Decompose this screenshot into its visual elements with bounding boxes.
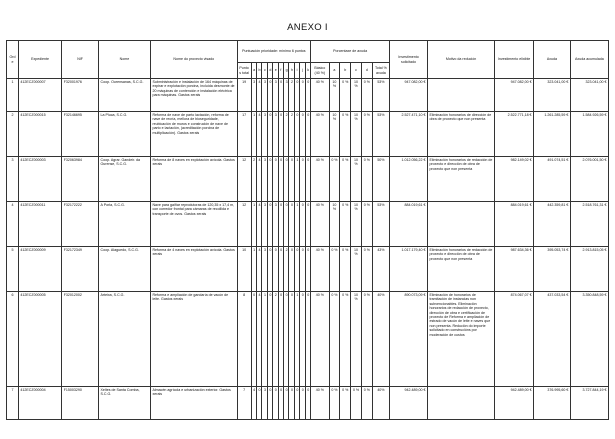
cell-sub: 3 <box>262 202 267 247</box>
cell-nif: F32146695 <box>62 112 99 157</box>
cell-pa: 10 % <box>329 112 340 157</box>
cell-proxecto: Reforma de 8 naves en explotación avícola. Gastos xerais <box>150 157 237 202</box>
cell-sub: 0 <box>305 387 310 420</box>
cell-nif: F32012002 <box>62 292 99 387</box>
cell-motivo: Eliminación de honorarios de tramitación de instancias non subvencionables. Eliminación honorarios de redacción de proxecto, dirección de obra e certificación de proxecto de Reforma e ampliación de estrado de vacún de leite e naves que non presenta. Redución do importe solicitado en construcións por moderación de custos <box>427 292 494 387</box>
header-sub: a <box>251 63 256 79</box>
cell-total: 53% <box>372 112 389 157</box>
cell-motivo <box>427 79 494 112</box>
cell-orden: 4 <box>7 202 19 247</box>
cell-elixible: 942.489,00 € <box>495 387 534 420</box>
table-row <box>7 112 609 157</box>
cell-axuda: 1.261.285,59 € <box>534 112 571 157</box>
cell-sub: 0 <box>289 247 294 292</box>
header-investimento: Investimento solicitado <box>390 41 428 79</box>
header-total-pct: Total % axuda <box>372 63 389 79</box>
cell-pa: 10 % <box>351 247 362 292</box>
cell-sub: 2 <box>284 112 289 157</box>
header-sub: c <box>262 63 267 79</box>
cell-basico: 40 % <box>311 387 329 420</box>
cell-sub: 0 <box>278 157 283 202</box>
cell-pa: 10 % <box>351 202 362 247</box>
cell-axuda: 376.995,60 € <box>534 387 571 420</box>
cell-nome: Coop. Ourensanas, S.C.G. <box>99 79 151 112</box>
table-row <box>7 202 609 247</box>
cell-pa: 0 % <box>361 247 372 292</box>
header-proxecto: Nome do proxecto visado <box>150 41 237 79</box>
cell-sub: 0 <box>251 292 256 387</box>
cell-orden: 1 <box>7 79 19 112</box>
cell-sub: 0 <box>305 157 310 202</box>
cell-puntos: 7 <box>237 387 251 420</box>
header-sub: d <box>267 63 272 79</box>
cell-sub: 0 <box>300 247 305 292</box>
header-basico: Básico (40 %) <box>311 63 329 79</box>
cell-pa: 0 % <box>361 79 372 112</box>
cell-investimento: 2.527.471,10 € <box>390 112 428 157</box>
cell-pa: 0 % <box>361 387 372 420</box>
table-row <box>7 292 609 387</box>
header-sub: i <box>294 63 299 79</box>
cell-sub: 0 <box>289 202 294 247</box>
cell-pa: 10 % <box>329 202 340 247</box>
cell-proxecto: Almacén agrícola e urbanización exterior. Gastos xerais <box>150 387 237 420</box>
cell-pa: 0 % <box>361 112 372 157</box>
cell-investimento: 947.082,00 € <box>390 79 428 112</box>
cell-elixible: 2.522.771,18 € <box>495 112 534 157</box>
header-puntos-total: Puntos total <box>237 63 251 79</box>
cell-sub: 0 <box>267 79 272 112</box>
cell-sub: 1 <box>294 202 299 247</box>
cell-sub: 4 <box>257 79 262 112</box>
cell-expediente: 412ECZ000015 <box>18 112 61 157</box>
cell-motivo <box>427 387 494 420</box>
cell-axuda: 491.074,51 € <box>534 157 571 202</box>
cell-sub: 2 <box>289 112 294 157</box>
cell-pa: 0 % <box>340 79 351 112</box>
cell-basico: 40 % <box>311 247 329 292</box>
cell-pa: 0 % <box>340 387 351 420</box>
cell-axuda: 323.041,00 € <box>534 79 571 112</box>
cell-sub: 4 <box>257 202 262 247</box>
cell-acumulada: 3.727.844,19 € <box>570 387 608 420</box>
cell-puntos: 19 <box>237 79 251 112</box>
cell-basico: 40 % <box>311 79 329 112</box>
header-pa: b <box>340 63 351 79</box>
cell-axuda: 442.359,81 € <box>534 202 571 247</box>
cell-investimento: 1.017.179,40 € <box>390 247 428 292</box>
cell-nif: F15003290 <box>62 387 99 420</box>
cell-nif: F32172349 <box>62 247 99 292</box>
cell-basico: 40 % <box>311 202 329 247</box>
header-pa: d <box>361 63 372 79</box>
cell-pa: 10 % <box>351 292 362 387</box>
cell-sub: 1 <box>251 202 256 247</box>
cell-basico: 40 % <box>311 112 329 157</box>
cell-proxecto: Subministración e instalación de 164 máquinas de expirar e explotación porcina, incluída desmonte de 20 máquinas de contención e instalación eléctrica para máquinas. Gastos xerais <box>150 79 237 112</box>
table-row <box>7 247 609 292</box>
cell-sub: 3 <box>262 387 267 420</box>
page-title: ANEXO I <box>287 22 328 33</box>
cell-sub: 0 <box>305 79 310 112</box>
cell-elixible: 884.019,61 € <box>495 202 534 247</box>
cell-pa: 0 % <box>361 157 372 202</box>
cell-sub: 0 <box>300 292 305 387</box>
header-orden: Orde <box>7 41 19 79</box>
cell-pa: 10 % <box>351 79 362 112</box>
cell-pa: 0 % <box>329 157 340 202</box>
cell-pa: 0 % <box>329 387 340 420</box>
cell-sub: 4 <box>251 387 256 420</box>
cell-sub: 4 <box>257 247 262 292</box>
cell-sub: 0 <box>305 202 310 247</box>
cell-sub: 1 <box>251 112 256 157</box>
cell-pa: 0 % <box>340 292 351 387</box>
cell-sub: 4 <box>257 112 262 157</box>
cell-nif: F32172222 <box>62 202 99 247</box>
cell-nome: Coop. Alaguedo, S.C.G. <box>99 247 151 292</box>
cell-sub: 3 <box>262 112 267 157</box>
cell-sub: 0 <box>300 387 305 420</box>
cell-sub: 0 <box>300 157 305 202</box>
cell-pa: 0 % <box>340 112 351 157</box>
cell-sub: 0 <box>273 157 278 202</box>
cell-sub: 0 <box>300 112 305 157</box>
cell-sub: 2 <box>289 79 294 112</box>
cell-acumulada: 2.518.761,31 € <box>570 202 608 247</box>
cell-proxecto: Reforma de 4 naves en explotación avícola. Gastos xerais <box>150 247 237 292</box>
cell-proxecto: Reforma e ampliación de gandaría de vacún de leite. Gastos xerais <box>150 292 237 387</box>
header-expediente: Expediente <box>18 41 61 79</box>
cell-elixible: 987.634,36 € <box>495 247 534 292</box>
cell-sub: 0 <box>257 387 262 420</box>
cell-investimento: 890.073,09 € <box>390 292 428 387</box>
cell-sub: 0 <box>278 292 283 387</box>
cell-orden: 5 <box>7 247 19 292</box>
cell-sub: 0 <box>294 112 299 157</box>
cell-basico: 40 % <box>311 157 329 202</box>
cell-sub: 0 <box>300 79 305 112</box>
cell-total: 40% <box>372 387 389 420</box>
cell-sub: 0 <box>284 292 289 387</box>
cell-sub: 0 <box>289 387 294 420</box>
cell-sub: 0 <box>267 202 272 247</box>
cell-sub: 3 <box>251 79 256 112</box>
cell-total: 43% <box>372 247 389 292</box>
cell-nif: F32001976 <box>62 79 99 112</box>
header-axuda: Axuda <box>534 41 571 79</box>
cell-axuda: 437.033,54 € <box>534 292 571 387</box>
cell-sub: 0 <box>267 292 272 387</box>
cell-total: 50% <box>372 157 389 202</box>
cell-elixible: 947.082,00 € <box>495 79 534 112</box>
table-row <box>7 157 609 202</box>
cell-motivo: Eliminación honorarios de redacción de proxecto e dirección de obra de proxecto que non presenta <box>427 157 494 202</box>
header-axuda-acumulada: Axuda acumulada <box>570 41 608 79</box>
cell-pa: 0 % <box>329 292 340 387</box>
cell-sub: 0 <box>267 112 272 157</box>
cell-proxecto: Nave para gaiñar reprodutoras de 120,35 x 17,4 m, con corredor frontal para cámaras de recollida e transporte de ovos. Gastos xerais <box>150 202 237 247</box>
cell-sub: 0 <box>300 202 305 247</box>
cell-pa: 0 % <box>361 202 372 247</box>
cell-motivo: Eliminación honorarios de dirección de obra de proxecto que non presenta <box>427 112 494 157</box>
header-nif: NIF <box>62 41 99 79</box>
cell-sub: 3 <box>273 202 278 247</box>
cell-pa: 10 % <box>351 157 362 202</box>
cell-puntos: 17 <box>237 112 251 157</box>
cell-nome: A Porla, S.C.G. <box>99 202 151 247</box>
cell-nif: F32063984 <box>62 157 99 202</box>
cell-sub: 2 <box>273 292 278 387</box>
cell-total: 53% <box>372 79 389 112</box>
cell-pa: 10 % <box>351 112 362 157</box>
header-inv-elixible: Investimento elixible <box>495 41 534 79</box>
header-puntuacion: Puntuación prioridade: mínimo 6 puntos <box>237 41 311 63</box>
table-row <box>7 79 609 112</box>
cell-sub: 0 <box>278 387 283 420</box>
cell-acumulada: 2.076.001,50 € <box>570 157 608 202</box>
cell-sub: 0 <box>294 387 299 420</box>
cell-sub: 4 <box>257 157 262 202</box>
cell-sub: 0 <box>273 387 278 420</box>
cell-expediente: 412ECZ000003 <box>18 157 61 202</box>
cell-total: 53% <box>372 202 389 247</box>
cell-orden: 3 <box>7 157 19 202</box>
cell-investimento: 942.489,00 € <box>390 387 428 420</box>
header-porcentaxe: Porcentaxe de axuda <box>311 41 390 63</box>
cell-sub: 1 <box>294 292 299 387</box>
cell-pa: 0 % <box>329 247 340 292</box>
cell-sub: 4 <box>257 292 262 387</box>
cell-investimento: 1.012.056,22 € <box>390 157 428 202</box>
cell-sub: 3 <box>262 247 267 292</box>
cell-nome: Coop. Agrar. Gandeir. da Ourense, S.C.G. <box>99 157 151 202</box>
cell-sub: 1 <box>294 157 299 202</box>
header-sub: b <box>257 63 262 79</box>
cell-nome: Xeltes de Santa Comba, S.C.G. <box>99 387 151 420</box>
cell-sub: 3 <box>262 157 267 202</box>
cell-sub: 0 <box>278 202 283 247</box>
cell-expediente: 412ECZ000007 <box>18 79 61 112</box>
cell-sub: 0 <box>294 79 299 112</box>
cell-nome: La Pluca, S.C.G. <box>99 112 151 157</box>
table-row <box>7 387 609 420</box>
header-sub: k <box>305 63 310 79</box>
cell-acumulada: 1.584.926,59 € <box>570 112 608 157</box>
cell-expediente: 412ECZ000004 <box>18 387 61 420</box>
cell-motivo: Eliminación honorarios de redacción de proxecto e dirección de obra de proxecto que non presenta <box>427 247 494 292</box>
cell-sub: 0 <box>289 157 294 202</box>
cell-sub: 1 <box>262 292 267 387</box>
cell-puntos: 8 <box>237 292 251 387</box>
cell-sub: 0 <box>284 387 289 420</box>
cell-puntos: 10 <box>237 247 251 292</box>
cell-sub: 0 <box>278 247 283 292</box>
cell-pa: 0 % <box>361 292 372 387</box>
cell-expediente: 412ECZ000005 <box>18 292 61 387</box>
cell-orden: 7 <box>7 387 19 420</box>
cell-sub: 2 <box>251 157 256 202</box>
cell-elixible: 874.067,07 € <box>495 292 534 387</box>
annex-table <box>6 40 609 420</box>
cell-sub: 3 <box>273 79 278 112</box>
cell-sub: 2 <box>284 247 289 292</box>
cell-basico: 40 % <box>311 292 329 387</box>
cell-sub: 0 <box>289 292 294 387</box>
cell-proxecto: Reforma de nave de parto lactación, reforma de nave de recría, mellora de bioseguridade, reubicación de muros e construción de nave de parto e lactación, (acreditación porcina de multiplicación). Gastos xerais <box>150 112 237 157</box>
header-nome: Nome <box>99 41 151 79</box>
cell-sub: 0 <box>284 157 289 202</box>
cell-puntos: 12 <box>237 202 251 247</box>
cell-puntos: 12 <box>237 157 251 202</box>
cell-sub: 3 <box>273 112 278 157</box>
cell-expediente: 412ECZ000009 <box>18 247 61 292</box>
cell-acumulada: 3.350.848,59 € <box>570 292 608 387</box>
cell-acumulada: 2.913.815,05 € <box>570 247 608 292</box>
cell-pa: 0 % <box>340 202 351 247</box>
cell-sub: 3 <box>262 79 267 112</box>
cell-expediente: 412ECZ000011 <box>18 202 61 247</box>
cell-investimento: 884.019,61 € <box>390 202 428 247</box>
header-sub: h <box>289 63 294 79</box>
cell-pa: 0 % <box>340 157 351 202</box>
cell-sub: 0 <box>305 112 310 157</box>
header-sub: g <box>284 63 289 79</box>
cell-sub: 0 <box>267 157 272 202</box>
cell-orden: 2 <box>7 112 19 157</box>
header-sub: f <box>278 63 283 79</box>
cell-sub: 0 <box>278 79 283 112</box>
cell-elixible: 982.149,02 € <box>495 157 534 202</box>
cell-pa: 0 % <box>351 387 362 420</box>
cell-sub: 0 <box>273 247 278 292</box>
header-motivo: Motivo da redución <box>427 41 494 79</box>
cell-sub: 0 <box>278 112 283 157</box>
cell-sub: 0 <box>294 247 299 292</box>
cell-nome: Arteixa, S.C.G. <box>99 292 151 387</box>
cell-sub: 0 <box>267 387 272 420</box>
header-pa: c <box>351 63 362 79</box>
header-sub: j <box>300 63 305 79</box>
cell-total: 40% <box>372 292 389 387</box>
cell-orden: 6 <box>7 292 19 387</box>
cell-sub: 0 <box>284 202 289 247</box>
cell-pa: 10 % <box>329 79 340 112</box>
header-sub: e <box>273 63 278 79</box>
cell-sub: 0 <box>267 247 272 292</box>
cell-motivo <box>427 202 494 247</box>
header-pa: a <box>329 63 340 79</box>
cell-pa: 0 % <box>340 247 351 292</box>
cell-sub: 3 <box>284 79 289 112</box>
cell-acumulada: 323.041,00 € <box>570 79 608 112</box>
cell-sub: 0 <box>305 292 310 387</box>
cell-axuda: 395.053,74 € <box>534 247 571 292</box>
cell-sub: 0 <box>305 247 310 292</box>
cell-sub: 1 <box>251 247 256 292</box>
